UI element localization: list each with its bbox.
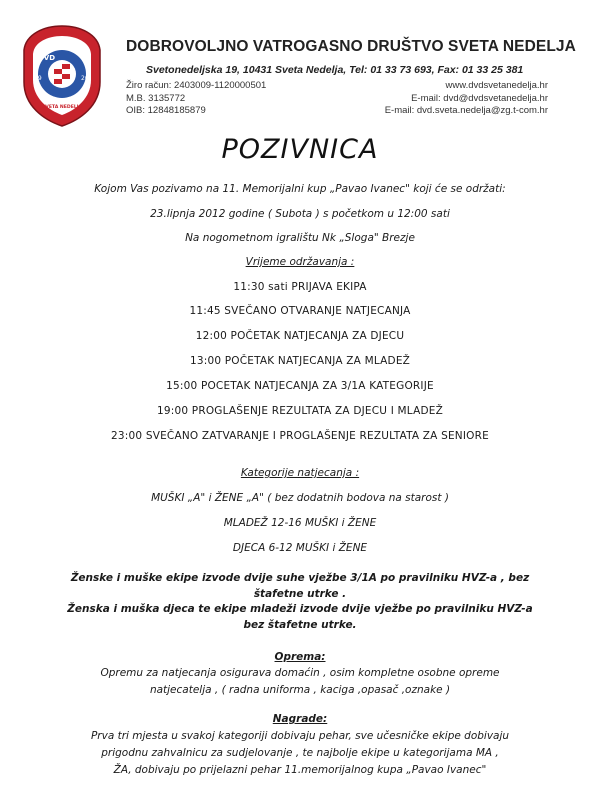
category-item: MUŠKI „A" i ŽENE „A" ( bez dodatnih bodova na starost ) [151, 492, 449, 504]
svg-text:26: 26 [81, 75, 89, 82]
email-link-secondary[interactable]: E-mail: dvd.sveta.nedelja@zg.t-com.hr [384, 105, 548, 116]
category-item: MLADEŽ 12-16 MUŠKI i ŽENE [223, 517, 377, 529]
svg-text:19: 19 [34, 75, 42, 82]
awards-line: prigodnu zahvalnicu za sudjelovanje , te najbolje ekipe u kategorijama MA , [101, 747, 499, 759]
schedule-heading: Vrijeme održavanja : [245, 256, 355, 268]
schedule-item: 15:00 POCETAK NATJECANJA ZA 3/1A KATEGORIJE [166, 380, 434, 392]
location-line: Na nogometnom igralištu Nk „Sloga" Brezje [185, 232, 415, 244]
date-line: 23.lipnja 2012 godine ( Subota ) s početkom u 12:00 sati [150, 208, 450, 220]
tax-id: OIB: 12848185879 [126, 105, 206, 116]
awards-line: ŽA, dobivaju po prijelazni pehar 11.memorijalnog kupa „Pavao Ivanec" [113, 764, 487, 776]
equipment-heading: Oprema: [274, 651, 326, 663]
contact-info [385, 80, 548, 118]
equipment-line: Opremu za natjecanja osigurava domaćin , osim kompletne osobne opreme [100, 667, 500, 679]
schedule-item: 23:00 SVEČANO ZATVARANJE I PROGLAŠENJE REZULTATA ZA SENIORE [111, 430, 489, 442]
email-link[interactable]: E-mail: dvd@dvdsvetanedelja.hr [411, 92, 548, 104]
bank-account: Žiro račun: 2403009-1120000501 [126, 80, 267, 91]
rules-line: bez štafetne utrke. [243, 619, 357, 631]
schedule-item: 19:00 PROGLAŠENJE REZULTATA ZA DJECU I MLADEŽ [157, 405, 443, 417]
awards-line: Prva tri mjesta u svakoj kategoriji dobivaju pehar, sve učesničke ekipe dobivaju [90, 730, 510, 742]
categories-heading: Kategorije natjecanja : [240, 467, 360, 479]
website-link[interactable]: www.dvdsvetanedelja.hr [445, 80, 548, 91]
svg-text:SVETA NEDELJA: SVETA NEDELJA [41, 105, 83, 110]
intro-line: Kojom Vas pozivamo na 11. Memorijalni kup „Pavao Ivanec" koji će se održati: [94, 183, 506, 195]
equipment-line: natjecatelja , ( radna uniforma , kaciga ,opasač ,oznake ) [149, 684, 451, 696]
document-title: POZIVNICA [221, 134, 379, 165]
schedule-item: 12:00 POČETAK NATJECANJA ZA DJECU [195, 330, 405, 342]
category-item: DJECA 6-12 MUŠKI i ŽENE [232, 542, 368, 554]
organization-name: DOBROVOLJNO VATROGASNO DRUŠTVO SVETA NEDELJA [126, 38, 576, 55]
registry-info [126, 80, 266, 118]
schedule-item: 11:30 sati PRIJAVA EKIPA [233, 281, 367, 293]
rules-line: Ženske i muške ekipe izvode dvije suhe vježbe 3/1A po pravilniku HVZ-a , bez [70, 572, 530, 584]
schedule-item: 11:45 SVEČANO OTVARANJE NATJECANJA [189, 305, 411, 317]
schedule-item: 13:00 POČETAK NATJECANJA ZA MLADEŽ [189, 355, 411, 367]
organization-address: Svetonedeljska 19, 10431 Sveta Nedelja, Tel: 01 33 73 693, Fax: 01 33 25 381 [146, 64, 524, 76]
awards-heading: Nagrade: [272, 713, 328, 725]
registration-number: M.B. 3135772 [126, 92, 186, 104]
rules-line: Ženska i muška djeca te ekipe mladeži izvode dvije vježbe po pravilniku HVZ-a [67, 603, 533, 615]
svg-text:DVD: DVD [38, 54, 56, 62]
rules-line: štafetne utrke . [253, 588, 347, 600]
fire-brigade-logo [18, 20, 106, 130]
